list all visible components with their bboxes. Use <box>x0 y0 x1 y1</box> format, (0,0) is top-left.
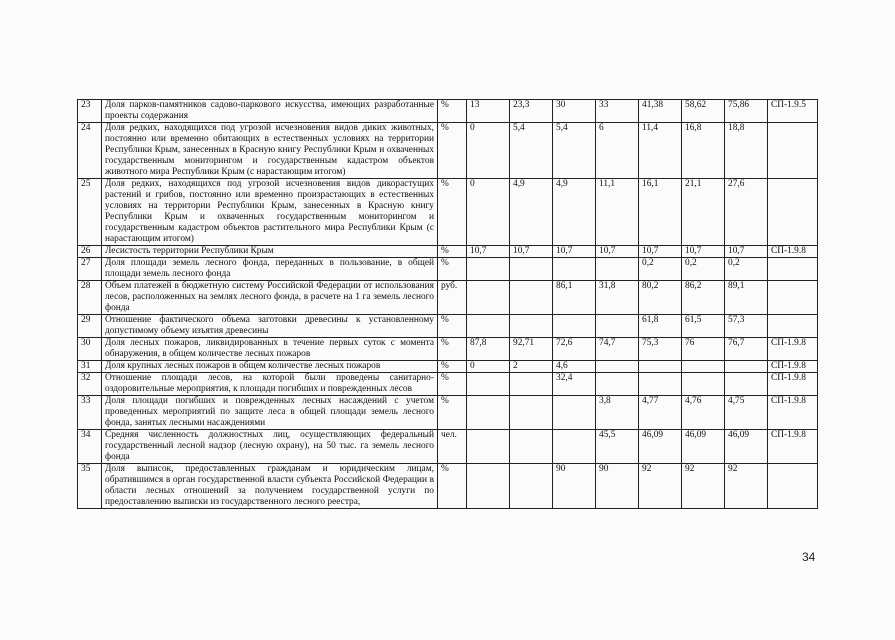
unit-cell: % <box>438 100 467 123</box>
reference-cell: СП-1.9.8 <box>768 338 818 361</box>
indicator-name: Доля площади земель лесного фонда, переданных в пользование, в общей площади земель лесного фонда <box>102 258 438 281</box>
unit-cell: % <box>438 361 467 373</box>
value-cell: 5,4 <box>553 123 596 179</box>
value-cell: 21,1 <box>682 179 725 246</box>
reference-cell: СП-1.9.5 <box>768 100 818 123</box>
unit-cell: % <box>438 179 467 246</box>
unit-cell: % <box>438 464 467 509</box>
row-number: 26 <box>78 246 102 258</box>
value-cell: 92 <box>682 464 725 509</box>
value-cell: 89,1 <box>725 281 768 315</box>
unit-cell: % <box>438 396 467 430</box>
value-cell <box>510 281 553 315</box>
value-cell: 3,8 <box>596 396 639 430</box>
table-row <box>78 100 818 123</box>
table-body <box>78 100 818 509</box>
value-cell: 10,7 <box>553 246 596 258</box>
value-cell: 0,2 <box>682 258 725 281</box>
indicator-name: Лесистость территории Республики Крым <box>102 246 438 258</box>
value-cell: 30 <box>553 100 596 123</box>
indicator-name: Доля лесных пожаров, ликвидированных в течение первых суток с момента обнаружения, в общем количестве лесных пожаров <box>102 338 438 361</box>
value-cell <box>596 361 639 373</box>
value-cell: 75,3 <box>639 338 682 361</box>
indicators-table <box>77 99 818 509</box>
value-cell: 23,3 <box>510 100 553 123</box>
value-cell: 4,75 <box>725 396 768 430</box>
value-cell <box>553 430 596 464</box>
value-cell: 33 <box>596 100 639 123</box>
value-cell <box>510 430 553 464</box>
value-cell: 11,4 <box>639 123 682 179</box>
reference-cell: СП-1.9.8 <box>768 396 818 430</box>
table-row <box>78 246 818 258</box>
indicator-name: Доля крупных лесных пожаров в общем количестве лесных пожаров <box>102 361 438 373</box>
value-cell <box>467 315 510 338</box>
row-number: 31 <box>78 361 102 373</box>
table-row <box>78 179 818 246</box>
value-cell: 86,2 <box>682 281 725 315</box>
value-cell: 2 <box>510 361 553 373</box>
value-cell: 57,3 <box>725 315 768 338</box>
value-cell: 4,76 <box>682 396 725 430</box>
value-cell: 10,7 <box>596 246 639 258</box>
reference-cell: СП-1.9.8 <box>768 246 818 258</box>
table-row <box>78 258 818 281</box>
value-cell: 13 <box>467 100 510 123</box>
value-cell: 92 <box>639 464 682 509</box>
value-cell: 0 <box>467 179 510 246</box>
value-cell <box>467 373 510 396</box>
value-cell: 0 <box>467 123 510 179</box>
reference-cell: СП-1.9.8 <box>768 361 818 373</box>
value-cell: 58,62 <box>682 100 725 123</box>
value-cell <box>467 258 510 281</box>
value-cell <box>553 258 596 281</box>
table-row <box>78 430 818 464</box>
row-number: 25 <box>78 179 102 246</box>
value-cell: 45,5 <box>596 430 639 464</box>
value-cell <box>596 258 639 281</box>
row-number: 30 <box>78 338 102 361</box>
value-cell: 16,8 <box>682 123 725 179</box>
indicator-name: Объем платежей в бюджетную систему Российской Федерации от использования лесов, расположенных на землях лесного фонда, в расчете на 1 га земель лесного фонда <box>102 281 438 315</box>
unit-cell: % <box>438 246 467 258</box>
row-number: 35 <box>78 464 102 509</box>
value-cell <box>553 315 596 338</box>
value-cell: 46,09 <box>639 430 682 464</box>
value-cell <box>510 396 553 430</box>
indicator-name: Доля площади погибших и поврежденных лесных насаждений с учетом проведенных мероприятий по защите леса в общей площади земель лесного фонда, занятых лесными насаждениями <box>102 396 438 430</box>
unit-cell: руб. <box>438 281 467 315</box>
reference-cell <box>768 281 818 315</box>
value-cell: 4,77 <box>639 396 682 430</box>
table-row <box>78 338 818 361</box>
value-cell <box>596 373 639 396</box>
value-cell: 90 <box>553 464 596 509</box>
value-cell: 0,2 <box>639 258 682 281</box>
page-number: 34 <box>802 550 816 564</box>
indicator-name: Доля редких, находящихся под угрозой исчезновения видов диких животных, постоянно или временно обитающих в естественных условиях на территории Республики Крым, занесенных в Красную книгу Республики Крым и охваченных государственным мониторингом и государственным кадастром объектов животного мира Республики Крым (с нарастающим итогом) <box>102 123 438 179</box>
row-number: 28 <box>78 281 102 315</box>
row-number: 24 <box>78 123 102 179</box>
value-cell <box>682 373 725 396</box>
value-cell <box>510 315 553 338</box>
unit-cell: % <box>438 123 467 179</box>
value-cell: 11,1 <box>596 179 639 246</box>
value-cell: 90 <box>596 464 639 509</box>
value-cell <box>639 373 682 396</box>
value-cell <box>682 361 725 373</box>
value-cell: 31,8 <box>596 281 639 315</box>
indicator-name: Отношение фактического объема заготовки древесины к установленному допустимому объему изъятия древесины <box>102 315 438 338</box>
value-cell: 18,8 <box>725 123 768 179</box>
value-cell <box>639 361 682 373</box>
value-cell <box>467 464 510 509</box>
indicator-name: Доля редких, находящихся под угрозой исчезновения видов дикорастущих растений и грибов, постоянно или временно произрастающих в естественных условиях на территории Республики Крым, занесенных в Красную книгу Республики Крым и охваченных государственным мониторингом и государственным кадастром объектов растительного мира Республики Крым (с нарастающим итогом) <box>102 179 438 246</box>
value-cell: 80,2 <box>639 281 682 315</box>
table-row <box>78 281 818 315</box>
value-cell: 46,09 <box>682 430 725 464</box>
value-cell: 10,7 <box>510 246 553 258</box>
row-number: 34 <box>78 430 102 464</box>
row-number: 27 <box>78 258 102 281</box>
value-cell: 0,2 <box>725 258 768 281</box>
row-number: 32 <box>78 373 102 396</box>
row-number: 33 <box>78 396 102 430</box>
table-row <box>78 315 818 338</box>
unit-cell: % <box>438 373 467 396</box>
value-cell: 61,5 <box>682 315 725 338</box>
indicator-name: Средняя численность должностных лиц, осуществляющих федеральный государственный лесной надзор (лесную охрану), на 50 тыс. га земель лесного фонда <box>102 430 438 464</box>
table-row <box>78 373 818 396</box>
reference-cell <box>768 315 818 338</box>
value-cell: 92,71 <box>510 338 553 361</box>
reference-cell <box>768 179 818 246</box>
unit-cell: % <box>438 258 467 281</box>
value-cell: 16,1 <box>639 179 682 246</box>
reference-cell <box>768 464 818 509</box>
value-cell: 46,09 <box>725 430 768 464</box>
table-row <box>78 361 818 373</box>
value-cell <box>510 258 553 281</box>
unit-cell: % <box>438 338 467 361</box>
value-cell: 76 <box>682 338 725 361</box>
value-cell <box>725 373 768 396</box>
unit-cell: % <box>438 315 467 338</box>
table-row <box>78 123 818 179</box>
value-cell: 4,6 <box>553 361 596 373</box>
value-cell <box>510 464 553 509</box>
row-number: 29 <box>78 315 102 338</box>
unit-cell: чел. <box>438 430 467 464</box>
value-cell: 72,6 <box>553 338 596 361</box>
reference-cell <box>768 258 818 281</box>
value-cell: 10,7 <box>682 246 725 258</box>
reference-cell: СП-1.9.8 <box>768 373 818 396</box>
value-cell: 86,1 <box>553 281 596 315</box>
value-cell <box>467 430 510 464</box>
value-cell: 74,7 <box>596 338 639 361</box>
value-cell: 4,9 <box>553 179 596 246</box>
row-number: 23 <box>78 100 102 123</box>
value-cell: 92 <box>725 464 768 509</box>
value-cell: 10,7 <box>467 246 510 258</box>
indicator-name: Доля парков-памятников садово-паркового искусства, имеющих разработанные проекты содержания <box>102 100 438 123</box>
value-cell: 75,86 <box>725 100 768 123</box>
value-cell: 10,7 <box>725 246 768 258</box>
table-row <box>78 464 818 509</box>
value-cell: 41,38 <box>639 100 682 123</box>
value-cell: 10,7 <box>639 246 682 258</box>
value-cell: 6 <box>596 123 639 179</box>
value-cell: 4,9 <box>510 179 553 246</box>
value-cell <box>467 281 510 315</box>
value-cell: 87,8 <box>467 338 510 361</box>
indicator-name: Доля выписок, предоставленных гражданам и юридическим лицам, обратившимся в орган государственной власти субъекта Российской Федерации в области лесных отношений за получением государственной услуги по предоставлению выписки из государственного лесного реестра, <box>102 464 438 509</box>
value-cell <box>467 396 510 430</box>
indicator-name: Отношение площади лесов, на которой были проведены санитарно-оздоровительные мероприятия, к площади погибших и поврежденных лесов <box>102 373 438 396</box>
value-cell <box>596 315 639 338</box>
table-row <box>78 396 818 430</box>
value-cell <box>725 361 768 373</box>
reference-cell: СП-1.9.8 <box>768 430 818 464</box>
value-cell <box>510 373 553 396</box>
value-cell: 76,7 <box>725 338 768 361</box>
value-cell: 27,6 <box>725 179 768 246</box>
value-cell: 61,8 <box>639 315 682 338</box>
value-cell: 0 <box>467 361 510 373</box>
value-cell <box>553 396 596 430</box>
reference-cell <box>768 123 818 179</box>
value-cell: 5,4 <box>510 123 553 179</box>
value-cell: 32,4 <box>553 373 596 396</box>
